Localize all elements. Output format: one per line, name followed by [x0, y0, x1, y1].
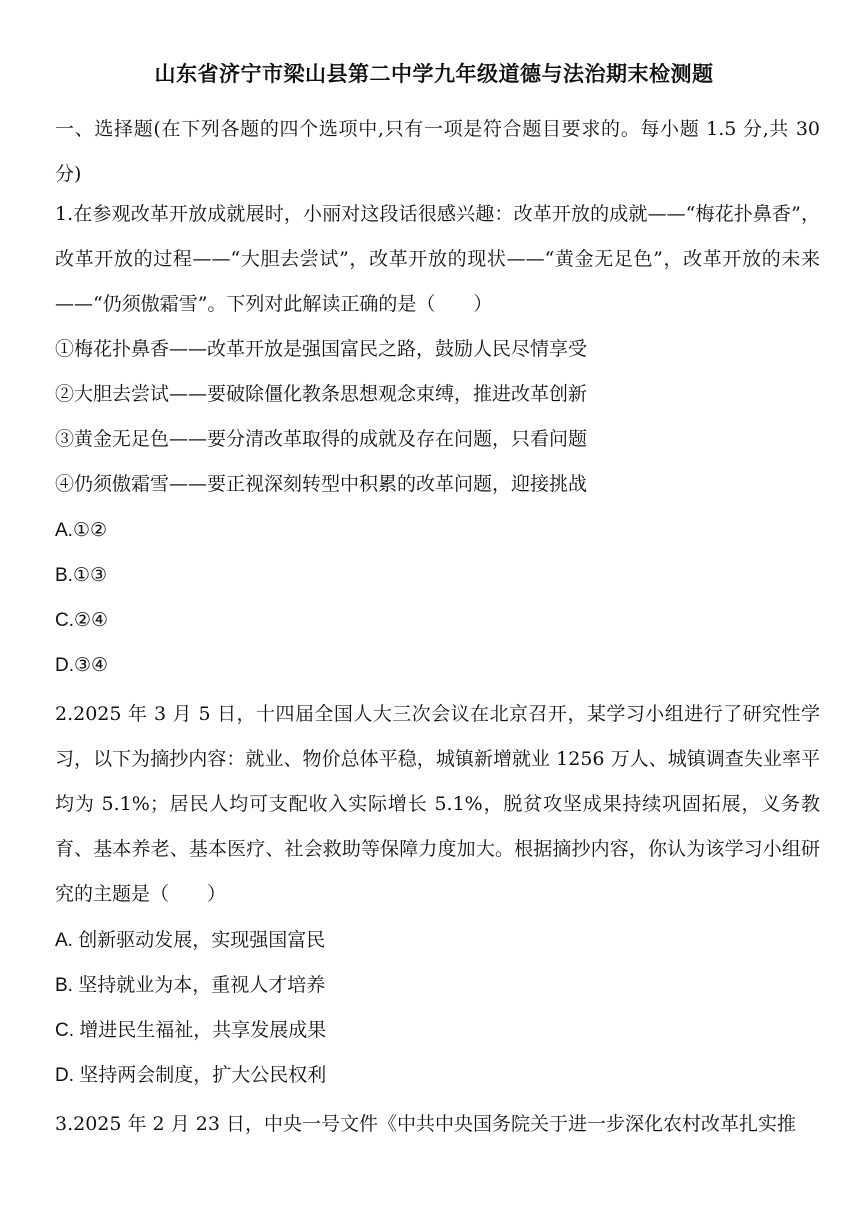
question-2-option-b[interactable]: [55, 963, 835, 1008]
question-2-option-d[interactable]: [55, 1053, 835, 1098]
option-text: ①③: [72, 564, 108, 586]
option-label: D.: [55, 655, 74, 676]
question-1-statement-1: ①梅花扑鼻香——改革开放是强国富民之路，鼓励人民尽情享受: [55, 338, 588, 360]
question-1-statement-3: ③黄金无足色——要分清改革取得的成就及存在问题，只看问题: [55, 428, 588, 450]
question-1-statement-4: ④仍须傲霜雪——要正视深刻转型中积累的改革问题，迎接挑战: [55, 473, 588, 495]
question-2-stem: 2.2025 年 3 月 5 日，十四届全国人大三次会议在北京召开，某学习小组进行了研究性学习，以下为摘抄内容：就业、物价总体平稳，城镇新增就业 1256 万人、城镇调查失业率平均为 5.1%；居民人均可支配收入实际增长 5.1%，脱贫攻坚成果持续巩固拓展，义务教育、基本养老、基本医疗、社会救助等保障力度加大。根据摘抄内容，你认为该学习小组研究的主题是（ ）: [55, 703, 820, 905]
option-label: C.: [55, 610, 74, 631]
option-text: 坚持两会制度，扩大公民权利: [79, 1064, 327, 1086]
option-label: B.: [55, 565, 73, 586]
question-1-option-b[interactable]: [55, 553, 835, 598]
question-1-option-a[interactable]: [55, 508, 835, 553]
option-text: ③④: [74, 654, 109, 676]
option-text: 坚持就业为本，重视人才培养: [78, 974, 326, 996]
section-header: 一、选择题(在下列各题的四个选项中,只有一项是符合题目要求的。每小题 1.5 分,共 30 分): [55, 118, 820, 185]
option-label: A.: [55, 930, 79, 951]
option-text: 创新驱动发展，实现强国富民: [78, 929, 326, 951]
option-text: ②④: [74, 609, 109, 631]
question-2-option-a[interactable]: [55, 918, 835, 963]
question-1-option-d[interactable]: [55, 643, 835, 688]
question-3-stem: 3.2025 年 2 月 23 日，中央一号文件《中共中央国务院关于进一步深化农村改革扎实推: [55, 1113, 796, 1135]
question-1-stem: 1.在参观改革开放成就展时，小丽对这段话很感兴趣：改革开放的成就——“梅花扑鼻香”，改革开放的过程——“大胆去尝试”，改革开放的现状——“黄金无足色”，改革开放的未来——“仍须傲霜雪”。下列对此解读正确的是（ ）: [55, 203, 820, 315]
option-label: B.: [55, 975, 79, 996]
question-1-option-c[interactable]: [55, 598, 835, 643]
page-title: 山东省济宁市梁山县第二中学九年级道德与法治期末检测题: [154, 61, 714, 86]
option-text: 增进民生福祉，共享发展成果: [79, 1019, 327, 1041]
option-label: D.: [55, 1065, 80, 1086]
question-1-statement-2: ②大胆去尝试——要破除僵化教条思想观念束缚，推进改革创新: [55, 383, 588, 405]
option-label: A.: [55, 520, 73, 541]
option-text: ①②: [72, 519, 108, 541]
question-2-option-c[interactable]: [55, 1008, 835, 1053]
option-label: C.: [55, 1020, 80, 1041]
